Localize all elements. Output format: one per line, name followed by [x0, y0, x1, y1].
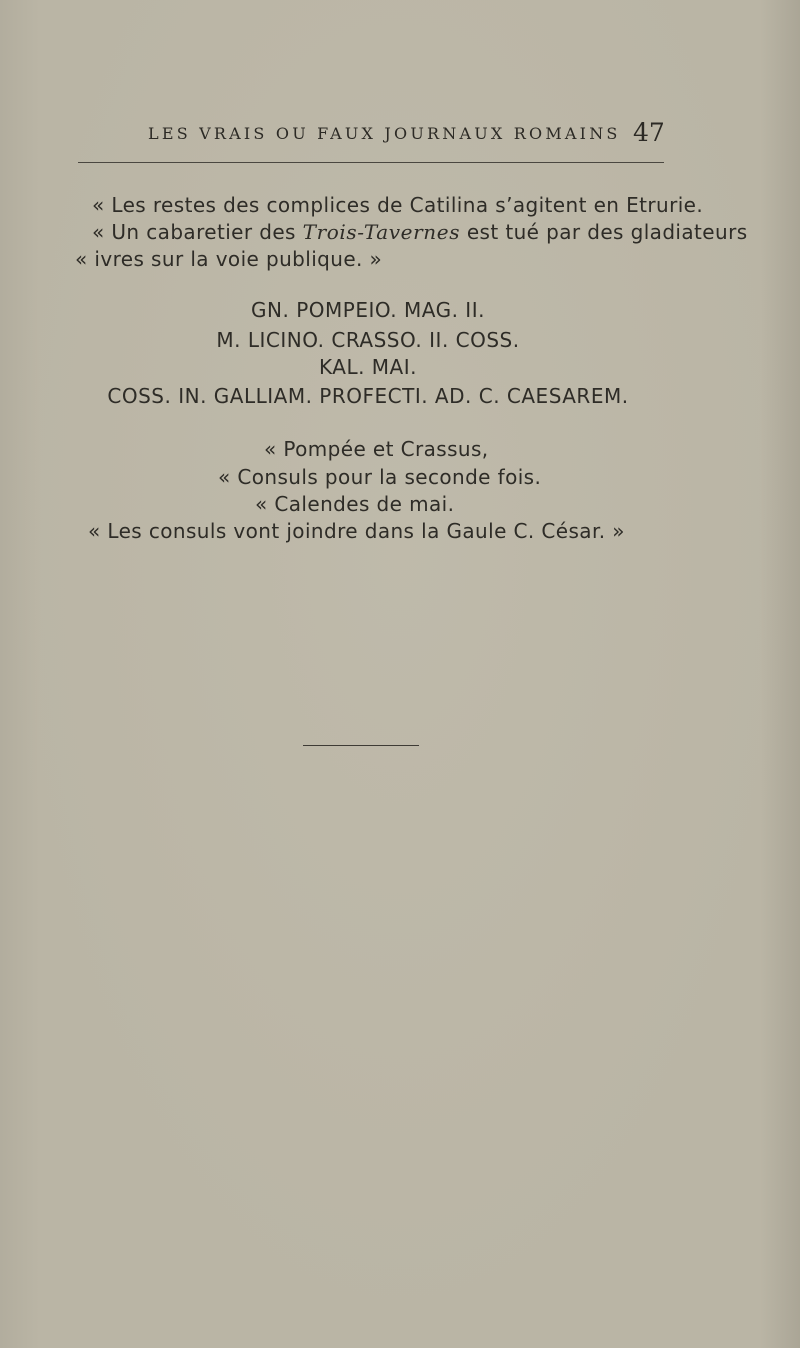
- text-span: « Un cabaretier des: [92, 220, 303, 244]
- latin-line: KAL. MAI.: [319, 355, 417, 379]
- text-line: [92, 220, 748, 244]
- page-number: 47: [633, 118, 665, 147]
- header-rule: [78, 162, 664, 163]
- italic-title: Trois-Tavernes: [302, 220, 461, 244]
- text-span: est tué par des gladiateurs: [460, 220, 748, 244]
- latin-line: COSS. IN. GALLIAM. PROFECTI. AD. C. CAESAREM.: [107, 384, 629, 408]
- text-line: « ivres sur la voie publique. »: [75, 247, 383, 271]
- latin-line: GN. POMPEIO. MAG. II.: [251, 298, 485, 322]
- running-title: LES VRAIS OU FAUX JOURNAUX ROMAINS: [148, 124, 621, 143]
- end-rule: [303, 745, 419, 746]
- translation-line: « Les consuls vont joindre dans la Gaule C. César. »: [88, 519, 625, 543]
- translation-line: « Calendes de mai.: [255, 492, 455, 516]
- latin-line: M. LICINO. CRASSO. II. COSS.: [216, 328, 520, 352]
- translation-line: « Pompée et Crassus,: [264, 437, 489, 461]
- translation-line: « Consuls pour la seconde fois.: [218, 465, 542, 489]
- text-line: « Les restes des complices de Catilina s’agitent en Etrurie.: [92, 193, 704, 217]
